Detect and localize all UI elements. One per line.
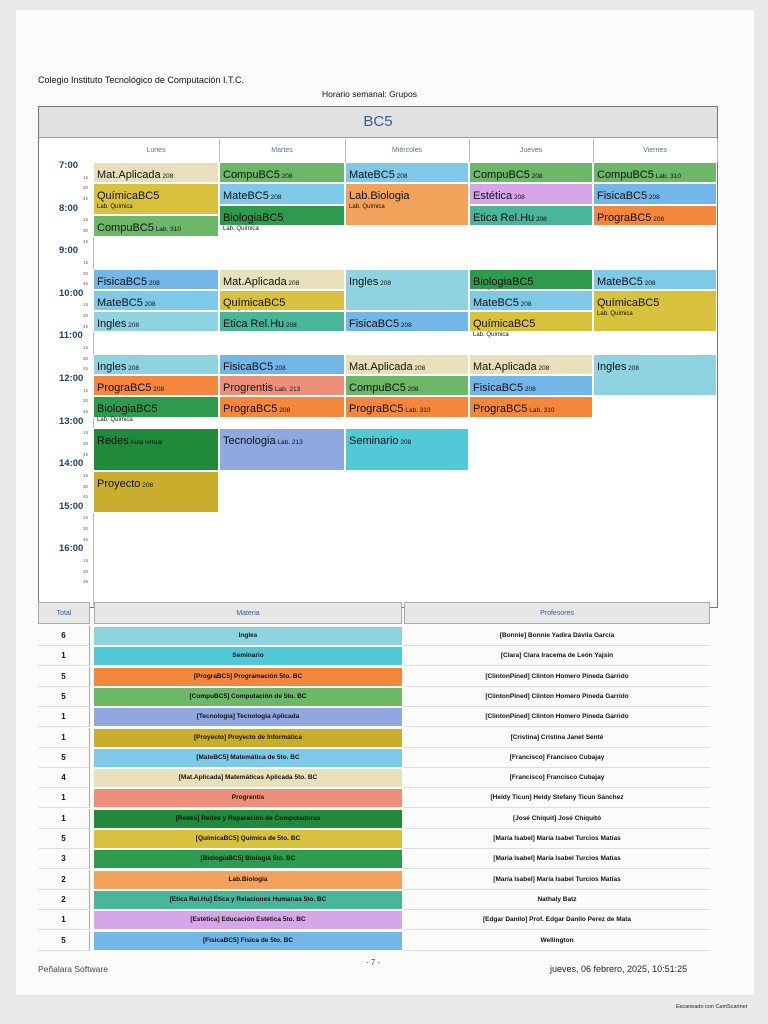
minute-mark: 45 [83,323,89,329]
class-block [219,290,345,311]
class-subject: PrograBC5 [473,403,528,416]
print-date: jueves, 06 febrero, 2025, 10:51:25 [550,964,688,974]
class-subject: Mat.Aplicada [349,360,413,373]
class-subject: FisicaBC5 [597,190,648,203]
class-subject: Progrentis [223,382,274,394]
class-subject: Etica Rel.Hu [473,211,535,224]
day-header-1: Martes [219,139,346,162]
class-subject: QuímicaBC5 [473,318,536,331]
class-block [93,428,219,471]
legend-subject: [Etica Rel.Hu] Ética y Relaciones Humanas 5to. BC [94,891,402,909]
time-label: 10:00 [59,287,84,299]
legend-row [38,728,710,748]
legend-subject: [Proyecto] Proyecto de Informática [94,729,402,747]
legend-row [38,748,710,768]
legend-total: 5 [38,687,90,707]
time-label: 15:00 [59,500,84,512]
class-subject: CompuBC5 [473,169,530,181]
minute-mark: 45 [83,494,89,500]
minute-mark: 45 [83,238,89,244]
class-block [219,205,345,232]
legend-subject: Ingles [94,627,402,645]
legend-total: 3 [38,849,90,869]
class-subject: BiologiaBC5 [473,275,534,288]
class-room: 208 [378,279,392,287]
class-room: 208 [512,194,525,202]
class-subject: Ingles [349,275,379,288]
class-subject: Mat.Aplicada [473,360,537,373]
minute-mark: 15 [83,174,89,180]
class-subject: QuímicaBC5 [597,296,660,309]
class-subject: Ingles [597,360,627,373]
minute-mark: 30 [83,568,89,574]
legend-teacher: [Cristina] Cristina Janet Senté [404,728,710,748]
class-location: Lab. Química [97,204,133,211]
class-subject: Estética [473,190,513,203]
legend-row [38,890,710,910]
schedule-subtitle: Horario semanal: Grupos [322,89,417,99]
legend-total: 1 [38,809,90,829]
minute-mark: 30 [83,483,89,489]
legend-header-profesores: Profesores [404,602,710,624]
class-room: 208 [534,215,547,223]
legend-total: 5 [38,931,90,951]
legend-row [38,646,710,666]
legend-row [38,667,710,687]
legend-total: 4 [38,768,90,788]
class-subject: CompuBC5 [597,169,654,181]
class-block [219,396,345,417]
class-block [469,375,593,396]
class-block [469,183,593,204]
class-block [219,162,345,183]
class-block [469,269,593,290]
minute-mark: 30 [83,185,89,191]
class-room: 208 [399,322,412,330]
legend-total: 1 [38,707,90,727]
legend-row [38,849,710,869]
legend-header-total: Total [38,602,90,624]
class-subject: Ingles [97,318,127,331]
class-subject: Lab.Biologia [349,190,410,203]
class-block [593,205,717,226]
legend-row [38,809,710,829]
class-subject: CompuBC5 [223,169,280,181]
minute-mark: 45 [83,536,89,542]
class-subject: PrograBC5 [223,403,278,416]
legend-subject: [MateBC5] Matemática de 5to. BC [94,749,402,767]
class-block [93,269,219,290]
class-room: 208 [651,215,665,223]
class-subject: Mat.Aplicada [97,169,161,181]
class-block [593,269,717,290]
class-room: 208 [394,173,408,180]
minute-mark: 45 [83,366,89,372]
class-block [93,354,219,375]
legend-subject: [PrograBC5] Programación 5to. BC [94,668,402,686]
legend-subject: [CompuBC5] Computación de 5to. BC [94,688,402,706]
legend-row [38,687,710,707]
minute-mark: 45 [83,195,89,201]
class-room: Lab. 310 [527,407,555,415]
time-label: 14:00 [59,458,84,470]
class-block [593,162,717,183]
day-header-3: Jueves [469,139,594,162]
minute-mark: 15 [83,345,89,351]
class-room: 208 [536,364,550,372]
legend-row [38,626,710,646]
class-block [219,311,345,332]
class-room: 208 [647,194,660,202]
class-room: Lab. 213 [275,439,303,447]
class-block [345,428,469,471]
class-room: 208 [277,407,291,415]
legend-teacher: [ClintonPined] Clinton Homero Pineda Garrido [404,667,710,687]
class-room: 208 [151,386,165,393]
class-subject: QuímicaBC5 [223,296,286,309]
class-subject: Proyecto [97,477,141,490]
minute-mark: 15 [83,302,89,308]
timetable-grid [38,106,718,608]
class-room: 208 [523,386,536,393]
legend-row [38,829,710,849]
class-room: Lab. 310 [153,226,181,234]
class-room: 208 [140,481,154,489]
class-block [345,354,469,375]
class-room: Lab. 213 [273,386,301,393]
legend-total: 5 [38,667,90,687]
software-label: Peñalara Software [38,964,108,974]
class-subject: Mat.Aplicada [223,275,287,288]
class-subject: Redes [97,435,129,448]
class-room: 208 [268,194,282,202]
class-block [469,396,593,417]
class-block [93,183,219,215]
page-number: - 7 - [366,958,381,967]
day-header-2: Miércoles [345,139,470,162]
class-location: Lab. Química [97,417,133,424]
class-subject: Seminario [349,435,399,448]
day-header-0: Lunes [93,139,220,162]
class-block [593,354,717,397]
legend-total: 2 [38,890,90,910]
legend-teacher: [Francisco] Francisco Cubajay [404,748,710,768]
minute-mark: 45 [83,451,89,457]
class-block [469,354,593,375]
class-room: 208 [142,300,156,308]
class-block [593,183,717,204]
class-subject: FisicaBC5 [223,360,274,373]
legend-subject: [Redes] Redes y Reparación de Computadoras [94,810,402,828]
class-room: Aula virtual [128,439,163,447]
class-room: 208 [518,300,532,308]
class-subject: MateBC5 [473,296,519,309]
legend-teacher: [Edgar Danilo] Prof. Edgar Danilo Perez de Mata [404,910,710,930]
legend-subject: [BiologíaBC5] Biología 5to. BC [94,850,402,868]
class-block [469,205,593,226]
class-subject: QuímicaBC5 [97,190,160,203]
legend-subject: [Tecnologia] Tecnologia Aplicada [94,708,402,726]
scanner-watermark: Escaneado con CamScanner [676,1004,748,1010]
legend-teacher: Wellington [404,931,710,951]
class-block [93,471,219,514]
legend-teacher: [Clara] Clara Iracema de León Yajsin [404,646,710,666]
class-location: Lab. Química [473,332,509,339]
legend-subject: Progrentis [94,789,402,807]
time-label: 9:00 [59,245,79,257]
class-block [469,311,593,339]
class-subject: MateBC5 [597,275,643,288]
class-subject: FisicaBC5 [473,382,524,394]
legend-subject: Lab.Biologia [94,871,402,889]
minute-mark: 45 [83,579,89,585]
class-block [93,290,219,311]
class-subject: Ingles [97,360,127,373]
minute-mark: 15 [83,259,89,265]
class-room: 208 [412,364,426,372]
class-subject: Tecnologia [223,435,276,448]
class-subject: FisicaBC5 [349,318,400,331]
minute-mark: 15 [83,515,89,521]
legend-subject: [Estética] Educación Estética 5to. BC [94,911,402,929]
legend-row [38,788,710,808]
minute-mark: 30 [83,526,89,532]
class-subject: MateBC5 [97,296,143,309]
legend-row [38,870,710,890]
class-subject: MateBC5 [349,169,395,181]
time-label: 11:00 [59,330,83,342]
legend-header-materia: Materia [94,602,402,624]
legend-total: 5 [38,748,90,768]
class-subject: Etica Rel.Hu [223,318,285,331]
class-room: 208 [279,173,293,180]
class-room: 208 [160,173,174,180]
legend-row [38,931,710,951]
class-subject: BiologiaBC5 [97,403,158,416]
class-block [219,375,345,396]
class-room: 208 [273,364,286,372]
class-room: 208 [286,279,300,287]
class-subject: PrograBC5 [97,382,152,394]
time-label: 12:00 [59,373,84,384]
class-subject: CompuBC5 [97,222,154,235]
class-block [93,375,219,396]
class-block [345,269,469,312]
class-block [93,311,219,332]
legend-total: 1 [38,646,90,666]
legend-subject: [QuímicaBC5] Química de 5to. BC [94,830,402,848]
legend-teacher: [José Chiquit] José Chiquitó [404,809,710,829]
legend-total: 1 [38,728,90,748]
legend-subject: [Mat.Aplicada] Matemáticas Aplicada 5to. BC [94,769,402,787]
minute-mark: 15 [83,558,89,564]
minute-mark: 30 [83,440,89,446]
class-room: 208 [147,279,160,287]
legend-total: 1 [38,788,90,808]
subject-legend [38,602,710,954]
class-room: 208 [284,322,297,330]
minute-mark: 15 [83,217,89,223]
class-block [345,183,469,226]
class-location: Lab. Química [223,225,259,232]
class-block [345,162,469,183]
time-label: 16:00 [59,543,84,555]
class-location: Lab. Química [597,310,633,317]
school-name: Colegio Instituto Tecnológico de Computación I.T.C. [38,75,244,85]
legend-teacher: [Heidy Ticun] Heidy Stefany Ticun Sánchez [404,788,710,808]
legend-teacher: [María Isabel] María Isabel Turcios Matías [404,849,710,869]
legend-row [38,707,710,727]
class-block [93,396,219,424]
legend-total: 5 [38,829,90,849]
legend-total: 6 [38,626,90,646]
class-block [469,290,593,311]
legend-teacher: [María Isabel] María Isabel Turcios Matías [404,829,710,849]
class-room: 208 [642,279,656,287]
legend-teacher: [ClintonPined] Clinton Homero Pineda Garrido [404,707,710,727]
minute-mark: 15 [83,472,89,478]
class-room: Lab. 310 [403,407,431,415]
group-title: BC5 [39,107,717,138]
legend-subject: Seminario [94,647,402,665]
legend-row [38,768,710,788]
class-subject: PrograBC5 [597,211,652,224]
class-room: 208 [126,364,140,372]
class-block [593,290,717,333]
legend-teacher: Nathaly Batz [404,890,710,910]
class-block [345,396,469,417]
minute-mark: 30 [83,270,89,276]
minute-mark: 45 [83,281,89,287]
legend-teacher: [Bonnie] Bonnie Yadira Dávila García [404,626,710,646]
class-location: Lab. Química [349,204,385,211]
class-block [93,215,219,236]
class-room: 208 [405,386,419,393]
time-label: 7:00 [59,160,79,171]
minute-mark: 30 [83,398,89,404]
legend-teacher: [ClintonPined] Clinton Homero Pineda Garrido [404,687,710,707]
class-room: Lab. 310 [653,173,681,180]
class-room: 208 [529,173,543,180]
class-block [219,428,345,471]
class-room: 208 [126,322,140,330]
legend-row [38,910,710,930]
class-block [219,269,345,290]
minute-mark: 30 [83,355,89,361]
class-room: 208 [626,364,640,372]
day-header-4: Viernes [593,139,718,162]
class-block [219,183,345,204]
class-block [219,354,345,375]
legend-subject: [FisicaBC5] Física de 5to. BC [94,932,402,950]
class-block [345,311,469,332]
class-subject: BiologiaBC5 [223,211,284,224]
class-subject: MateBC5 [223,190,269,203]
class-block [345,375,469,396]
legend-total: 1 [38,910,90,930]
minute-mark: 30 [83,227,89,233]
minute-mark: 45 [83,408,89,414]
legend-teacher: [Francisco] Francisco Cubajay [404,768,710,788]
minute-mark: 15 [83,430,89,436]
class-subject: PrograBC5 [349,403,404,416]
class-room: 208 [398,439,412,447]
time-column [39,162,94,606]
class-block [469,162,593,183]
legend-teacher: [María Isabel] María Isabel Turcios Matías [404,870,710,890]
minute-mark: 30 [83,313,89,319]
time-label: 8:00 [59,202,79,214]
time-label: 13:00 [59,415,84,427]
legend-total: 2 [38,870,90,890]
class-block [93,162,219,183]
class-subject: FisicaBC5 [97,275,148,288]
class-subject: CompuBC5 [349,382,406,394]
minute-mark: 15 [83,387,89,393]
